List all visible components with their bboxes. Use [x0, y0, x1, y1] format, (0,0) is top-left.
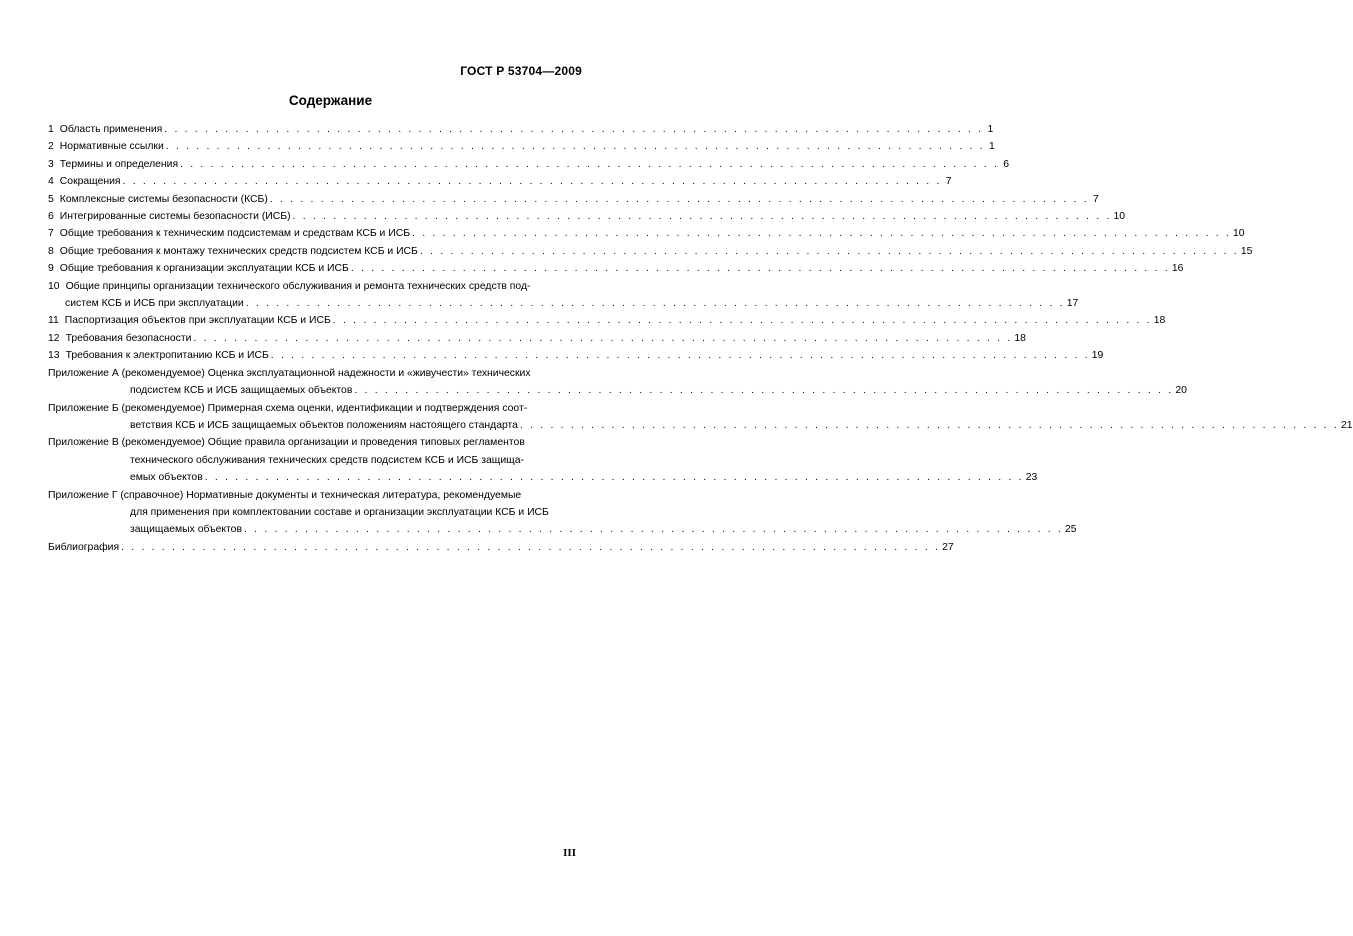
toc-entry[interactable]	[48, 138, 995, 155]
toc-entry-number: 9	[48, 263, 54, 275]
toc-entry-title: Общие требования к организации эксплуатации КСБ и ИСБ	[59, 263, 349, 275]
toc-appendix-v[interactable]	[48, 434, 1038, 486]
table-of-contents	[48, 121, 1353, 556]
toc-leader-dots: . . . . . . . . . . . . . . . . . . . . . . . . . . . . . . . . . . . . . . . . . . . . . . . . . . . . . . . . . . . . . . . . . . . . . . . . . . . . . . . . .	[245, 298, 1065, 310]
toc-leader-dots: . . . . . . . . . . . . . . . . . . . . . . . . . . . . . . . . . . . . . . . . . . . . . . . . . . . . . . . . . . . . . . . . . . . . . . . . . . . . . . . . .	[350, 263, 1170, 275]
toc-entry[interactable]	[48, 191, 1099, 208]
toc-entry[interactable]	[48, 173, 952, 190]
toc-leader-dots: . . . . . . . . . . . . . . . . . . . . . . . . . . . . . . . . . . . . . . . . . . . . . . . . . . . . . . . . . . . . . . . . . . . . . . . . . . . . . . . . .	[270, 350, 1090, 362]
toc-entry-number: 3	[48, 158, 54, 170]
toc-entry-page: 17	[1066, 298, 1079, 310]
toc-entry-page: 27	[942, 541, 954, 553]
toc-entry[interactable]	[48, 225, 1245, 242]
toc-leader-dots: . . . . . . . . . . . . . . . . . . . . . . . . . . . . . . . . . . . . . . . . . . . . . . . . . . . . . . . . . . . . . . . . . . . . . . . . . . . . . . . . .	[243, 524, 1063, 536]
toc-leader-dots: . . . . . . . . . . . . . . . . . . . . . . . . . . . . . . . . . . . . . . . . . . . . . . . . . . . . . . . . . . . . . . . . . . . . . . . . . . . . . . . . .	[204, 472, 1024, 484]
toc-appendix-b[interactable]	[48, 400, 1353, 435]
toc-entry-title-continuation: систем КСБ и ИСБ при эксплуатации	[65, 298, 244, 310]
toc-entry-page: 21	[1340, 419, 1353, 431]
toc-entry-title: Термины и определения	[59, 158, 179, 170]
toc-entry-title: Область применения	[59, 124, 163, 135]
toc-leader-dots: . . . . . . . . . . . . . . . . . . . . . . . . . . . . . . . . . . . . . . . . . . . . . . . . . . . . . . . . . . . . . . . . . . . . . . . . . . . . . . . . .	[180, 158, 1000, 170]
toc-entry-number: 11	[48, 315, 59, 327]
standard-designation: ГОСТ Р 53704—2009	[460, 64, 582, 78]
toc-entry-page: 19	[1091, 350, 1104, 362]
toc-entry-title: Требования к электропитанию КСБ и ИСБ	[65, 350, 269, 362]
toc-entry[interactable]	[48, 330, 1026, 347]
toc-entry-number: 1	[48, 124, 54, 135]
toc-appendix-g[interactable]	[48, 487, 1077, 539]
toc-entry-page: 18	[1153, 315, 1166, 327]
toc-leader-dots: . . . . . . . . . . . . . . . . . . . . . . . . . . . . . . . . . . . . . . . . . . . . . . . . . . . . . . . . . . . . . . . . . . . . . . . . . . . . . . . . .	[164, 124, 984, 135]
toc-appendix-title-continuation: для применения при комплектовании составе и организации эксплуатации КСБ и ИСБ	[130, 506, 549, 518]
toc-entry-title: Общие требования к техническим подсистемам и средствам КСБ и ИСБ	[59, 228, 411, 240]
toc-entry-page: 20	[1175, 385, 1187, 397]
toc-entry-page: 7	[945, 176, 952, 188]
toc-appendix-title-continuation: ветствия КСБ и ИСБ защищаемых объектов положениям настоящего стандарта	[130, 419, 518, 431]
toc-entry-page: 6	[1003, 158, 1010, 170]
toc-entry-page: 7	[1093, 193, 1099, 205]
toc-appendix-title: Приложение Б (рекомендуемое) Примерная схема оценки, идентификации и подтверждения соот-	[48, 402, 528, 414]
toc-entry-page: 1	[988, 141, 995, 153]
toc-entry-page: 1	[987, 124, 994, 135]
toc-leader-dots: . . . . . . . . . . . . . . . . . . . . . . . . . . . . . . . . . . . . . . . . . . . . . . . . . . . . . . . . . . . . . . . . . . . . . . . . . . . . . . . . .	[419, 245, 1239, 257]
toc-entry-number: 10	[48, 280, 60, 292]
toc-entry-title: Общие требования к монтажу технических средств подсистем КСБ и ИСБ	[59, 245, 418, 257]
toc-entry-title: Требования безопасности	[65, 332, 192, 344]
toc-entry-title: Общие принципы организации технического обслуживания и ремонта технических средств под-	[65, 280, 531, 292]
toc-appendix-title: Приложение А (рекомендуемое) Оценка эксплуатационной надежности и «живучести» технических	[48, 367, 531, 379]
toc-entry[interactable]	[48, 208, 1126, 225]
toc-entry-multiline[interactable]	[48, 278, 1079, 313]
toc-entry-page: 18	[1014, 332, 1026, 344]
toc-entry[interactable]	[48, 347, 1104, 364]
toc-bibliography[interactable]	[48, 539, 954, 556]
toc-entry-page: 23	[1025, 472, 1038, 484]
toc-entry-page: 10	[1233, 228, 1245, 240]
toc-entry-number: 4	[48, 176, 54, 188]
toc-entry-title: Комплексные системы безопасности (КСБ)	[59, 193, 268, 205]
toc-entry[interactable]	[48, 121, 994, 138]
toc-entry-number: 5	[48, 193, 54, 205]
toc-appendix-title-continuation: технического обслуживания технических средств подсистем КСБ и ИСБ защища-	[130, 454, 524, 466]
toc-entry[interactable]	[48, 260, 1184, 277]
toc-leader-dots: . . . . . . . . . . . . . . . . . . . . . . . . . . . . . . . . . . . . . . . . . . . . . . . . . . . . . . . . . . . . . . . . . . . . . . . . . . . . . . . . .	[292, 211, 1112, 223]
toc-entry-number: 7	[48, 228, 54, 240]
toc-leader-dots: . . . . . . . . . . . . . . . . . . . . . . . . . . . . . . . . . . . . . . . . . . . . . . . . . . . . . . . . . . . . . . . . . . . . . . . . . . . . . . . . .	[193, 332, 1013, 344]
toc-leader-dots: . . . . . . . . . . . . . . . . . . . . . . . . . . . . . . . . . . . . . . . . . . . . . . . . . . . . . . . . . . . . . . . . . . . . . . . . . . . . . . . . .	[121, 541, 941, 553]
toc-entry-title: Сокращения	[59, 176, 121, 188]
page-title: Содержание	[288, 93, 373, 108]
toc-entry-number: 6	[48, 211, 54, 223]
toc-entry-page: 16	[1171, 263, 1184, 275]
toc-entry[interactable]	[48, 243, 1253, 260]
toc-entry-number: 12	[48, 332, 60, 344]
toc-leader-dots: . . . . . . . . . . . . . . . . . . . . . . . . . . . . . . . . . . . . . . . . . . . . . . . . . . . . . . . . . . . . . . . . . . . . . . . . . . . . . . . . .	[122, 176, 942, 188]
toc-entry-number: 8	[48, 245, 54, 257]
toc-entry-page: 10	[1113, 211, 1126, 223]
toc-entry-title: Паспортизация объектов при эксплуатации КСБ и ИСБ	[64, 315, 331, 327]
toc-entry-page: 25	[1064, 524, 1077, 536]
toc-appendix-title-continuation: защищаемых объектов	[130, 524, 242, 536]
toc-entry-title: Интегрированные системы безопасности (ИСБ)	[59, 211, 291, 223]
toc-entry-number: 2	[48, 141, 54, 153]
toc-entry-title: Нормативные ссылки	[59, 141, 164, 153]
toc-entry[interactable]	[48, 312, 1166, 329]
toc-appendix-title-continuation: емых объектов	[130, 472, 203, 484]
toc-leader-dots: . . . . . . . . . . . . . . . . . . . . . . . . . . . . . . . . . . . . . . . . . . . . . . . . . . . . . . . . . . . . . . . . . . . . . . . . . . . . . . . . .	[332, 315, 1152, 327]
toc-entry[interactable]	[48, 156, 1010, 173]
toc-leader-dots: . . . . . . . . . . . . . . . . . . . . . . . . . . . . . . . . . . . . . . . . . . . . . . . . . . . . . . . . . . . . . . . . . . . . . . . . . . . . . . . . .	[269, 193, 1089, 205]
toc-leader-dots: . . . . . . . . . . . . . . . . . . . . . . . . . . . . . . . . . . . . . . . . . . . . . . . . . . . . . . . . . . . . . . . . . . . . . . . . . . . . . . . . .	[519, 419, 1339, 431]
toc-appendix-title: Приложение Г (справочное) Нормативные документы и техническая литература, рекомендуемые	[48, 489, 522, 501]
page-number: III	[563, 847, 576, 859]
toc-leader-dots: . . . . . . . . . . . . . . . . . . . . . . . . . . . . . . . . . . . . . . . . . . . . . . . . . . . . . . . . . . . . . . . . . . . . . . . . . . . . . . . . .	[354, 385, 1174, 397]
toc-leader-dots: . . . . . . . . . . . . . . . . . . . . . . . . . . . . . . . . . . . . . . . . . . . . . . . . . . . . . . . . . . . . . . . . . . . . . . . . . . . . . . . . .	[165, 141, 985, 153]
toc-entry-number: 13	[48, 350, 60, 362]
toc-entry-page: 15	[1240, 245, 1253, 257]
toc-appendix-a[interactable]	[48, 365, 1187, 400]
toc-entry-title: Библиография	[48, 541, 120, 553]
toc-appendix-title-continuation: подсистем КСБ и ИСБ защищаемых объектов	[130, 385, 353, 397]
toc-appendix-title: Приложение В (рекомендуемое) Общие правила организации и проведения типовых регламентов	[48, 437, 525, 449]
toc-leader-dots: . . . . . . . . . . . . . . . . . . . . . . . . . . . . . . . . . . . . . . . . . . . . . . . . . . . . . . . . . . . . . . . . . . . . . . . . . . . . . . . . .	[412, 228, 1231, 240]
